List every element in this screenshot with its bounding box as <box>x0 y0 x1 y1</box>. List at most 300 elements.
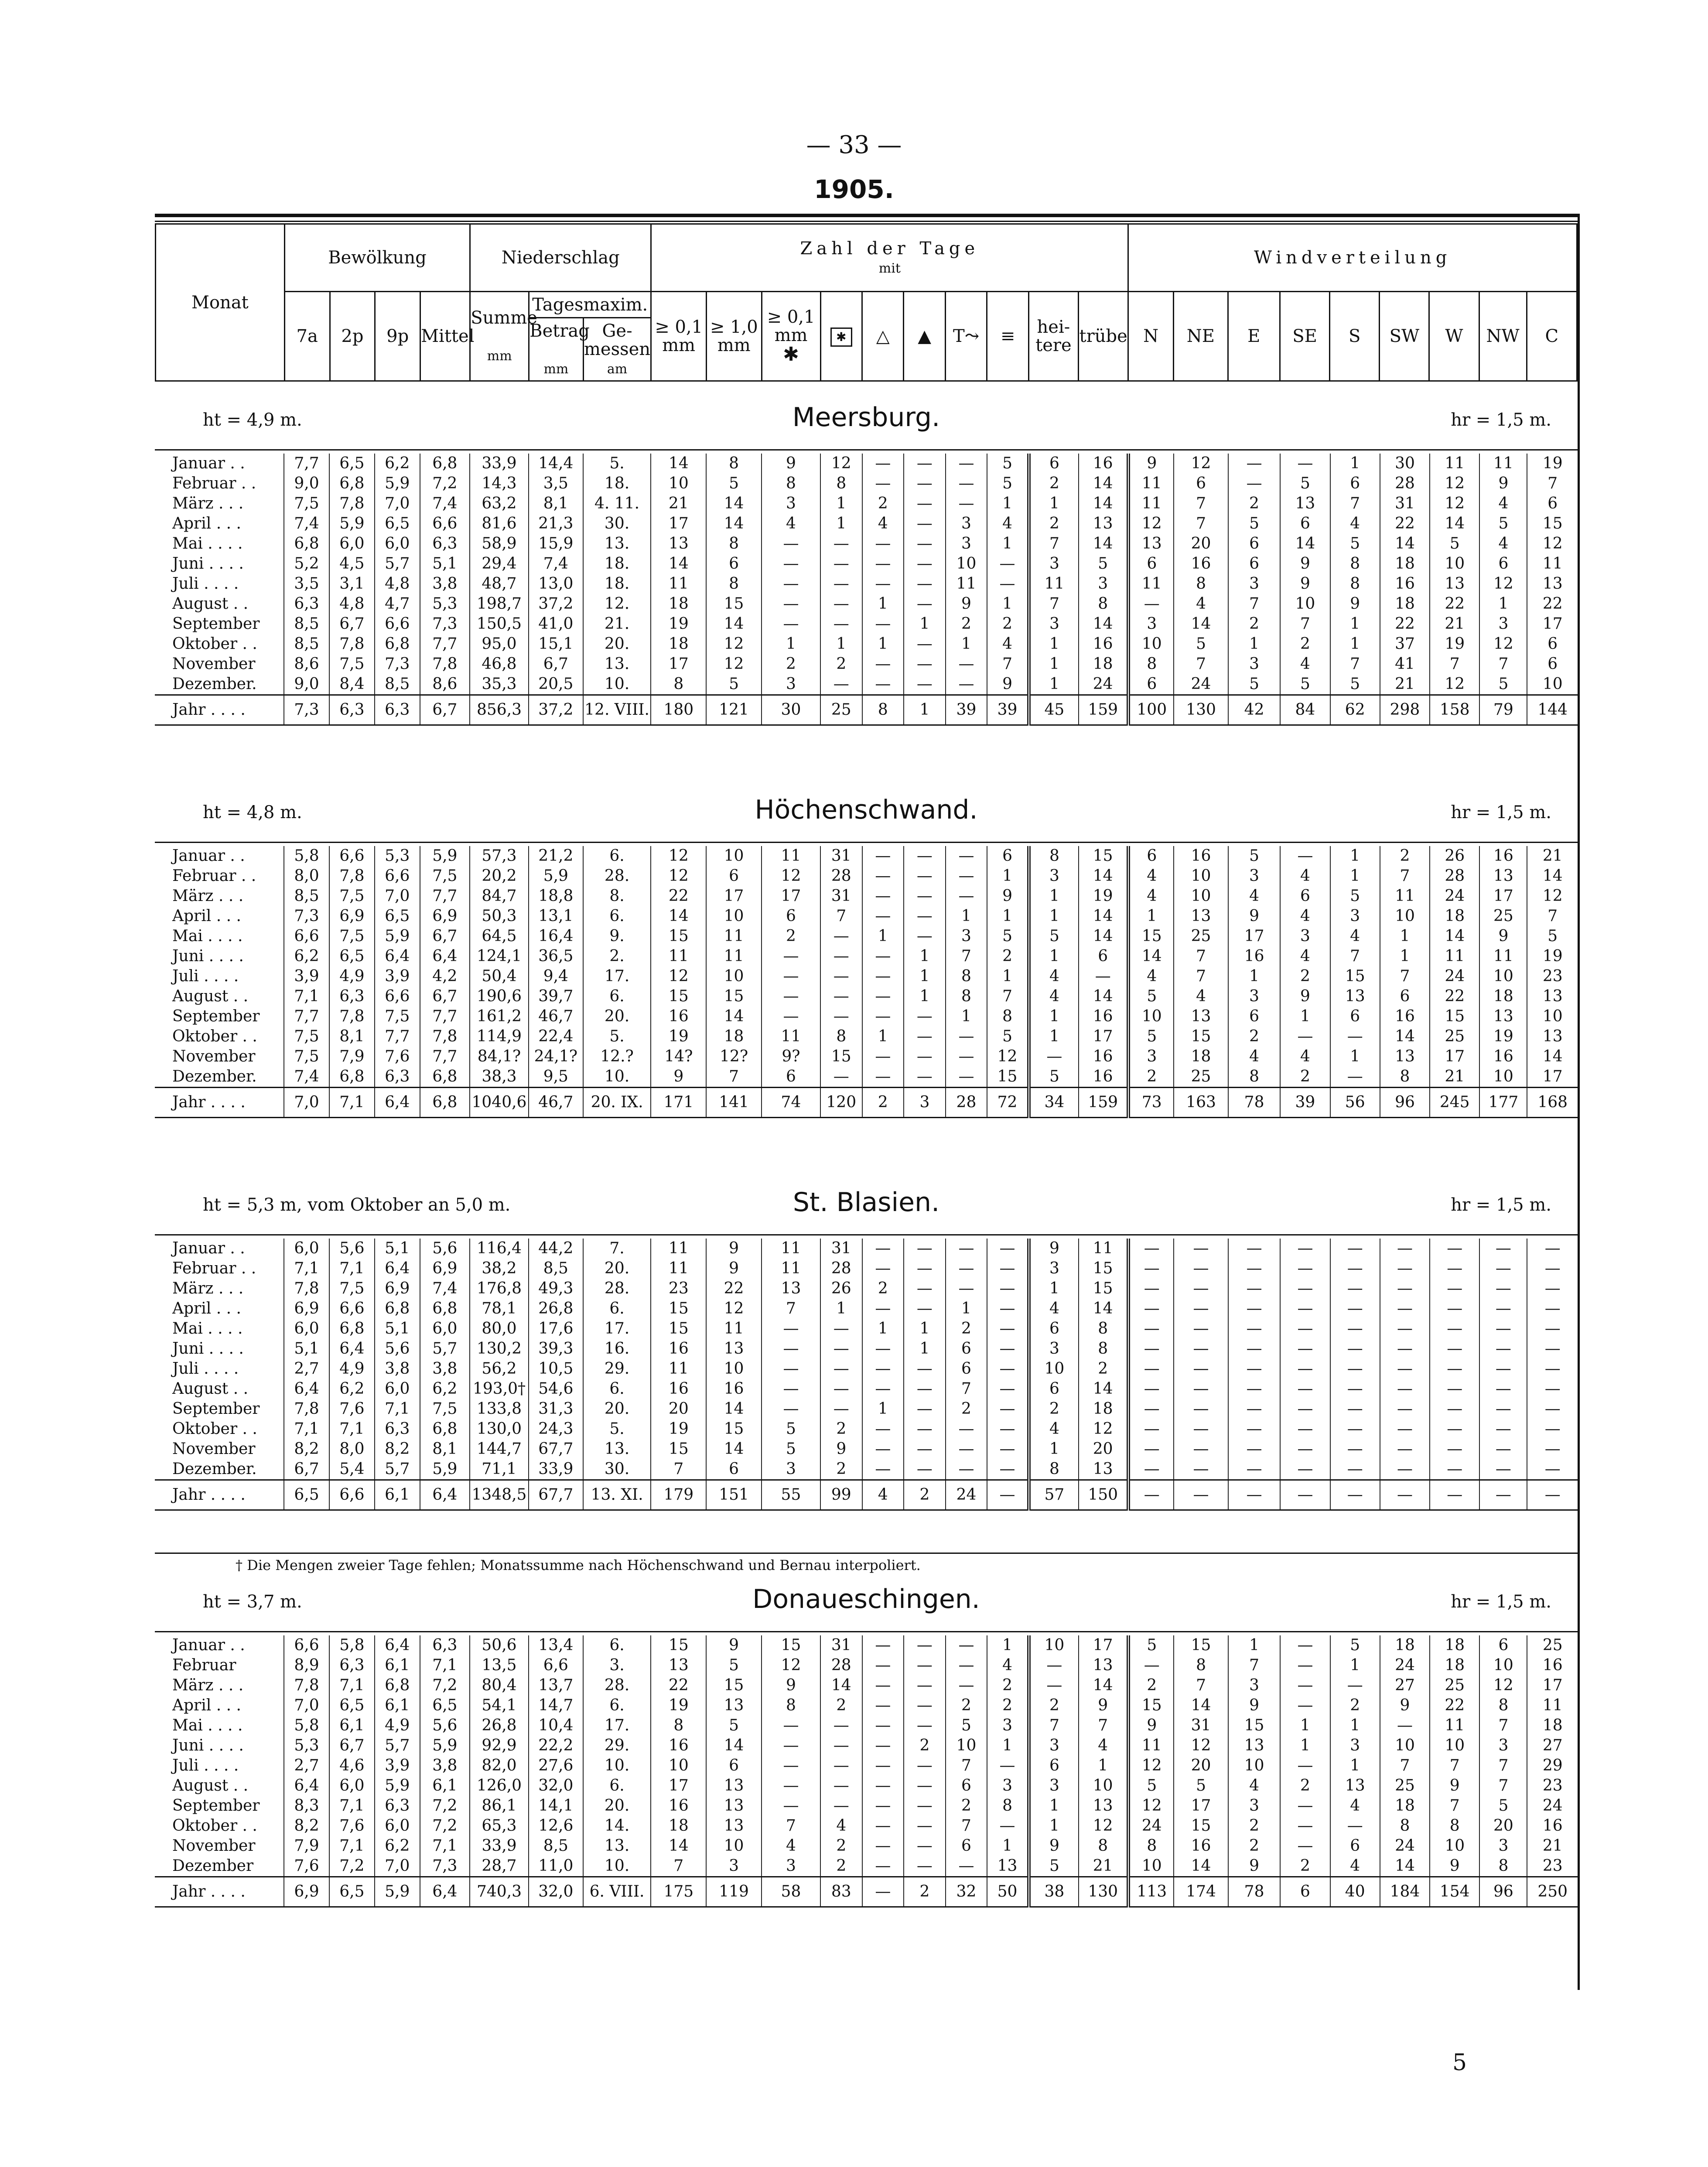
value-cell: — <box>1527 1419 1578 1439</box>
value-cell: 8 <box>1479 1856 1527 1877</box>
month-cell: März . . . <box>172 887 244 905</box>
value-cell: 17 <box>706 886 762 906</box>
value-cell: 14 <box>706 1399 762 1419</box>
value-cell: 6,8 <box>375 1676 420 1696</box>
value-cell: 6 <box>706 866 762 886</box>
value-cell: 17. <box>583 1319 651 1339</box>
value-cell: 38,2 <box>470 1259 529 1279</box>
value-cell: 2 <box>862 494 904 514</box>
value-cell: 30. <box>583 514 651 534</box>
value-cell: 1 <box>1330 1655 1380 1676</box>
value-cell: — <box>862 1439 904 1459</box>
value-cell: 11 <box>1128 1736 1174 1756</box>
value-cell: 12 <box>1128 1756 1174 1776</box>
value-cell: 7. <box>583 1239 651 1259</box>
value-cell: 6,9 <box>420 1259 470 1279</box>
value-cell: 5,9 <box>375 474 420 494</box>
value-cell: 13 <box>1380 1047 1430 1067</box>
value-cell: 12 <box>706 634 762 654</box>
value-cell: 5 <box>1174 634 1228 654</box>
value-cell: — <box>1174 1359 1228 1379</box>
value-cell: 6 <box>1527 654 1578 674</box>
header-gemessen: Ge- messen am <box>583 318 651 381</box>
value-cell: — <box>904 1796 946 1816</box>
value-cell: — <box>820 1067 862 1088</box>
value-cell: 6,6 <box>529 1655 583 1676</box>
value-cell: 13 <box>706 1776 762 1796</box>
value-cell: 24,1? <box>529 1047 583 1067</box>
value-cell: 130,0 <box>470 1419 529 1439</box>
value-cell: — <box>946 846 987 866</box>
station-name: Höchenschwand. <box>755 795 978 825</box>
value-cell: — <box>987 574 1029 594</box>
value-cell: — <box>820 966 862 986</box>
section-rule <box>155 842 1578 843</box>
table-row <box>155 1635 1578 1655</box>
month-cell: Januar . . <box>172 454 245 472</box>
value-cell: 25 <box>1430 1027 1479 1047</box>
value-cell: 9 <box>1029 1239 1079 1259</box>
value-cell: 10 <box>706 906 762 926</box>
value-cell: 5 <box>706 674 762 695</box>
value-cell: — <box>820 1796 862 1816</box>
value-cell: 17 <box>1479 886 1527 906</box>
value-cell: 7,7 <box>284 454 329 474</box>
value-cell: 14 <box>651 554 706 574</box>
value-cell: 74 <box>762 1088 820 1118</box>
table-row <box>155 1756 1578 1776</box>
value-cell: 4,2 <box>420 966 470 986</box>
value-cell: 9 <box>762 454 820 474</box>
value-cell: 11 <box>651 1239 706 1259</box>
value-cell: 31,3 <box>529 1399 583 1419</box>
value-cell: — <box>987 1419 1029 1439</box>
value-cell: — <box>1280 1239 1330 1259</box>
value-cell: — <box>1174 1480 1228 1510</box>
value-cell: 11,0 <box>529 1856 583 1877</box>
value-cell: — <box>1280 1299 1330 1319</box>
value-cell: 16 <box>1527 1655 1578 1676</box>
value-cell: 15 <box>1330 966 1380 986</box>
value-cell: 21 <box>1079 1856 1128 1877</box>
value-cell: 30. <box>583 1459 651 1480</box>
value-cell: 3 <box>1228 654 1280 674</box>
table-row <box>155 846 1578 866</box>
value-cell: 83 <box>820 1877 862 1907</box>
value-cell: 13 <box>1174 906 1228 926</box>
value-cell: — <box>987 1299 1029 1319</box>
value-cell: 4 <box>1174 594 1228 614</box>
value-cell: — <box>946 674 987 695</box>
value-cell: 14 <box>651 454 706 474</box>
value-cell: 15 <box>1430 1007 1479 1027</box>
value-cell: 6,0 <box>375 1379 420 1399</box>
month-cell: April . . . <box>172 1696 241 1714</box>
footnote-rule <box>155 1553 1578 1554</box>
value-cell: 6,8 <box>420 1088 470 1118</box>
value-cell: — <box>820 554 862 574</box>
value-cell: — <box>1380 1359 1430 1379</box>
value-cell: 1 <box>1029 674 1079 695</box>
value-cell: 10 <box>1029 1635 1079 1655</box>
value-cell: 6. <box>583 906 651 926</box>
value-cell: 15,9 <box>529 534 583 554</box>
value-cell: 8,2 <box>284 1439 329 1459</box>
value-cell: 7,8 <box>284 1676 329 1696</box>
value-cell: 28 <box>820 1259 862 1279</box>
value-cell: 6,8 <box>329 1319 375 1339</box>
value-cell: 22 <box>651 1676 706 1696</box>
value-cell: — <box>1380 1399 1430 1419</box>
value-cell: 7 <box>1527 474 1578 494</box>
month-cell: September <box>172 1797 260 1815</box>
value-cell: 28. <box>583 866 651 886</box>
value-cell: 3 <box>1330 1736 1380 1756</box>
month-cell: April . . . <box>172 515 241 532</box>
value-cell: 11 <box>706 946 762 966</box>
footnote: † Die Mengen zweier Tage fehlen; Monatssumme nach Höchenschwand und Bernau interpoliert. <box>236 1557 921 1573</box>
value-cell: 24 <box>1380 1655 1430 1676</box>
value-cell: 5,7 <box>375 554 420 574</box>
header-graupel-icon: ▲ <box>904 292 945 381</box>
value-cell: 14 <box>1527 1047 1578 1067</box>
table-row <box>155 634 1578 654</box>
value-cell: — <box>862 1816 904 1836</box>
value-cell: — <box>904 1776 946 1796</box>
value-cell: 18 <box>651 594 706 614</box>
value-cell: — <box>1128 1655 1174 1676</box>
value-cell: 2,7 <box>284 1359 329 1379</box>
value-cell: 8 <box>987 1007 1029 1027</box>
value-cell: 11 <box>1128 494 1174 514</box>
value-cell: — <box>904 926 946 946</box>
value-cell: 2 <box>987 946 1029 966</box>
value-cell: 9 <box>987 886 1029 906</box>
table-row <box>155 1067 1578 1088</box>
value-cell: 4 <box>1029 966 1079 986</box>
value-cell: 80,4 <box>470 1676 529 1696</box>
value-cell: 24 <box>1430 966 1479 986</box>
value-cell: — <box>1330 1259 1380 1279</box>
value-cell: 14 <box>1079 986 1128 1007</box>
value-cell: — <box>904 1359 946 1379</box>
value-cell: 7,1 <box>420 1836 470 1856</box>
value-cell: — <box>904 1239 946 1259</box>
value-cell: 16 <box>1174 846 1228 866</box>
value-cell: 25 <box>1479 906 1527 926</box>
value-cell: 144,7 <box>470 1439 529 1459</box>
value-cell: 150,5 <box>470 614 529 634</box>
value-cell: 1 <box>1029 1439 1079 1459</box>
value-cell: 171 <box>651 1088 706 1118</box>
value-cell: 9? <box>762 1047 820 1067</box>
value-cell: — <box>1479 1359 1527 1379</box>
value-cell: 5,2 <box>284 554 329 574</box>
value-cell: — <box>946 1635 987 1655</box>
value-cell: 10 <box>706 966 762 986</box>
value-cell: 3 <box>946 534 987 554</box>
value-cell: 6 <box>946 1339 987 1359</box>
value-cell: 15 <box>1174 1816 1228 1836</box>
value-cell: 6 <box>1228 534 1280 554</box>
value-cell: 16 <box>1079 1007 1128 1027</box>
month-cell: August . . <box>172 1777 249 1795</box>
value-cell: 4 <box>987 514 1029 534</box>
value-cell: 32,0 <box>529 1877 583 1907</box>
value-cell: 33,9 <box>470 1836 529 1856</box>
value-cell: 9 <box>706 1635 762 1655</box>
value-cell: 121 <box>706 695 762 725</box>
value-cell: 5 <box>762 1419 820 1439</box>
station-name: Donaueschingen. <box>752 1584 980 1614</box>
value-cell: 179 <box>651 1480 706 1510</box>
value-cell: — <box>1430 1419 1479 1439</box>
value-cell: — <box>904 1816 946 1836</box>
value-cell: 3 <box>1029 866 1079 886</box>
value-cell: — <box>1380 1239 1430 1259</box>
value-cell: 6,5 <box>284 1480 329 1510</box>
value-cell: 54,1 <box>470 1696 529 1716</box>
value-cell: 1348,5 <box>470 1480 529 1510</box>
value-cell: 7 <box>946 1379 987 1399</box>
value-cell: — <box>1330 1299 1380 1319</box>
value-cell: 2 <box>1228 1836 1280 1856</box>
value-cell: 6,9 <box>329 906 375 926</box>
value-cell: 8 <box>1079 1319 1128 1339</box>
value-cell: 7,7 <box>420 886 470 906</box>
value-cell: 12.? <box>583 1047 651 1067</box>
value-cell: — <box>1330 1339 1380 1359</box>
header-wind-e: E <box>1228 292 1280 381</box>
value-cell: 7 <box>987 654 1029 674</box>
value-cell: 5 <box>706 1655 762 1676</box>
value-cell: 7,6 <box>329 1816 375 1836</box>
value-cell: 9 <box>1228 1856 1280 1877</box>
value-cell: — <box>862 474 904 494</box>
value-cell: 56,2 <box>470 1359 529 1379</box>
value-cell: 32,0 <box>529 1776 583 1796</box>
value-cell: 2 <box>1029 514 1079 534</box>
value-cell: — <box>862 674 904 695</box>
value-cell: — <box>946 1027 987 1047</box>
value-cell: 6 <box>762 906 820 926</box>
value-cell: 50 <box>987 1877 1029 1907</box>
header-summe: Summe mm <box>470 292 529 381</box>
value-cell: 14 <box>706 1736 762 1756</box>
value-cell: 6,9 <box>284 1877 329 1907</box>
value-cell: 6. <box>583 1776 651 1796</box>
value-cell: 1 <box>1228 1635 1280 1655</box>
value-cell: 24 <box>1380 1836 1430 1856</box>
value-cell: 5 <box>987 926 1029 946</box>
value-cell: 18 <box>1430 1655 1479 1676</box>
value-cell: 5 <box>1174 1776 1228 1796</box>
value-cell: 2 <box>820 1836 862 1856</box>
value-cell: 3,9 <box>284 966 329 986</box>
value-cell: 158 <box>1430 695 1479 725</box>
value-cell: 175 <box>651 1877 706 1907</box>
value-cell: — <box>1380 1480 1430 1510</box>
value-cell: — <box>1128 1259 1174 1279</box>
value-cell: 5 <box>1330 674 1380 695</box>
value-cell: — <box>904 1419 946 1439</box>
value-cell: 3 <box>1029 1776 1079 1796</box>
value-cell: — <box>987 1359 1029 1379</box>
value-cell: 18 <box>1380 554 1430 574</box>
value-cell: 19 <box>651 1027 706 1047</box>
value-cell: 7,1 <box>329 1259 375 1279</box>
table-row <box>155 574 1578 594</box>
value-cell: 13 <box>1479 1007 1527 1027</box>
value-cell: — <box>946 1239 987 1259</box>
value-cell: 18 <box>1430 1635 1479 1655</box>
section-rule <box>155 1234 1578 1235</box>
value-cell: 58 <box>762 1877 820 1907</box>
month-cell: Januar . . <box>172 847 245 865</box>
value-cell: 6,8 <box>420 1299 470 1319</box>
value-cell: — <box>1330 1279 1380 1299</box>
value-cell: 8 <box>706 454 762 474</box>
header-thunder-icon: T⤳ <box>945 292 987 381</box>
value-cell: — <box>987 1319 1029 1339</box>
value-cell: 16 <box>651 1736 706 1756</box>
value-cell: — <box>1430 1439 1479 1459</box>
value-cell: 13 <box>1228 1736 1280 1756</box>
value-cell: 31 <box>1380 494 1430 514</box>
month-cell: Oktober . . <box>172 1817 257 1835</box>
value-cell: 6 <box>1128 846 1174 866</box>
value-cell: 22 <box>706 1279 762 1299</box>
value-cell: 7,9 <box>284 1836 329 1856</box>
value-cell: — <box>862 1379 904 1399</box>
value-cell: 10 <box>1479 966 1527 986</box>
value-cell: 14 <box>1079 1299 1128 1319</box>
value-cell: 18 <box>651 1816 706 1836</box>
value-cell: 25 <box>1174 926 1228 946</box>
value-cell: 2 <box>1228 1816 1280 1836</box>
header-wind-s: S <box>1330 292 1380 381</box>
value-cell: 23 <box>1527 1856 1578 1877</box>
value-cell: — <box>946 1459 987 1480</box>
value-cell: — <box>862 1877 904 1907</box>
header-monat: Monat <box>156 224 285 381</box>
header-niederschlag: Niederschlag <box>470 224 651 292</box>
table-row <box>155 886 1578 906</box>
value-cell: 7 <box>987 986 1029 1007</box>
value-cell: 20 <box>651 1399 706 1419</box>
value-cell: 6,6 <box>375 866 420 886</box>
value-cell: 7 <box>1174 1676 1228 1696</box>
value-cell: — <box>1228 1459 1280 1480</box>
value-cell: 14 <box>1430 926 1479 946</box>
value-cell: — <box>904 886 946 906</box>
value-cell: 5,9 <box>375 1877 420 1907</box>
value-cell: 6,3 <box>329 1655 375 1676</box>
value-cell: 6,3 <box>420 534 470 554</box>
value-cell: 14 <box>1174 614 1228 634</box>
value-cell: 11 <box>1430 1716 1479 1736</box>
value-cell: 5,9 <box>375 1776 420 1796</box>
value-cell: 8,0 <box>329 1439 375 1459</box>
table-row <box>155 1716 1578 1736</box>
value-cell: — <box>762 1359 820 1379</box>
value-cell: — <box>1330 1239 1380 1259</box>
value-cell: 11 <box>706 926 762 946</box>
value-cell: 6,1 <box>375 1696 420 1716</box>
value-cell: 2 <box>1280 634 1330 654</box>
value-cell: 37 <box>1380 634 1430 654</box>
value-cell: 63,2 <box>470 494 529 514</box>
value-cell: 6,3 <box>375 1419 420 1439</box>
value-cell: 7,0 <box>375 1856 420 1877</box>
value-cell: 3,8 <box>420 574 470 594</box>
station-ht: ht = 5,3 m, vom Oktober an 5,0 m. <box>203 1195 511 1215</box>
value-cell: 31 <box>820 1239 862 1259</box>
value-cell: — <box>820 574 862 594</box>
value-cell: 1 <box>1029 1007 1079 1027</box>
value-cell: 21 <box>651 494 706 514</box>
value-cell: 36,5 <box>529 946 583 966</box>
year-title: 1905. <box>814 174 894 204</box>
value-cell: 22 <box>1430 1696 1479 1716</box>
value-cell: 15 <box>1174 1635 1228 1655</box>
value-cell: 7 <box>1228 594 1280 614</box>
value-cell: 7,6 <box>284 1856 329 1877</box>
value-cell: 9 <box>1280 554 1330 574</box>
value-cell: 4 <box>1280 1047 1330 1067</box>
value-cell: 18 <box>1479 986 1527 1007</box>
table-row <box>155 674 1578 695</box>
value-cell: — <box>946 1676 987 1696</box>
value-cell: 14 <box>1280 534 1330 554</box>
value-cell: 6,8 <box>420 1067 470 1088</box>
value-cell: 25 <box>1430 1676 1479 1696</box>
value-cell: 3,8 <box>420 1359 470 1379</box>
value-cell: 29. <box>583 1359 651 1379</box>
month-cell: März . . . <box>172 1676 244 1694</box>
value-cell: 10 <box>1174 886 1228 906</box>
value-cell: — <box>904 1007 946 1027</box>
header-wind-ne: NE <box>1174 292 1228 381</box>
value-cell: 13 <box>1527 1027 1578 1047</box>
value-cell: 5 <box>1330 886 1380 906</box>
value-cell: — <box>862 1736 904 1756</box>
value-cell: 67,7 <box>529 1480 583 1510</box>
value-cell: 6 <box>1330 1007 1380 1027</box>
value-cell: 21 <box>1527 846 1578 866</box>
station-hr: hr = 1,5 m. <box>1451 802 1551 822</box>
value-cell: 5 <box>1228 674 1280 695</box>
value-cell: — <box>1479 1259 1527 1279</box>
value-cell: 9,0 <box>284 474 329 494</box>
table-row <box>155 946 1578 966</box>
value-cell: — <box>904 866 946 886</box>
value-cell: 17 <box>1079 1635 1128 1655</box>
value-cell: 5 <box>1029 926 1079 946</box>
value-cell: — <box>1280 1279 1330 1299</box>
value-cell: — <box>987 1279 1029 1299</box>
value-cell: 2 <box>987 1696 1029 1716</box>
value-cell: 6,3 <box>375 1796 420 1816</box>
table-row <box>155 1027 1578 1047</box>
value-cell: 6 <box>1280 886 1330 906</box>
section-rule <box>155 1631 1578 1632</box>
value-cell: 7,8 <box>329 866 375 886</box>
value-cell: 3 <box>987 1716 1029 1736</box>
value-cell: 7,4 <box>420 1279 470 1299</box>
value-cell: 8,0 <box>284 866 329 886</box>
value-cell: 7 <box>1430 1796 1479 1816</box>
